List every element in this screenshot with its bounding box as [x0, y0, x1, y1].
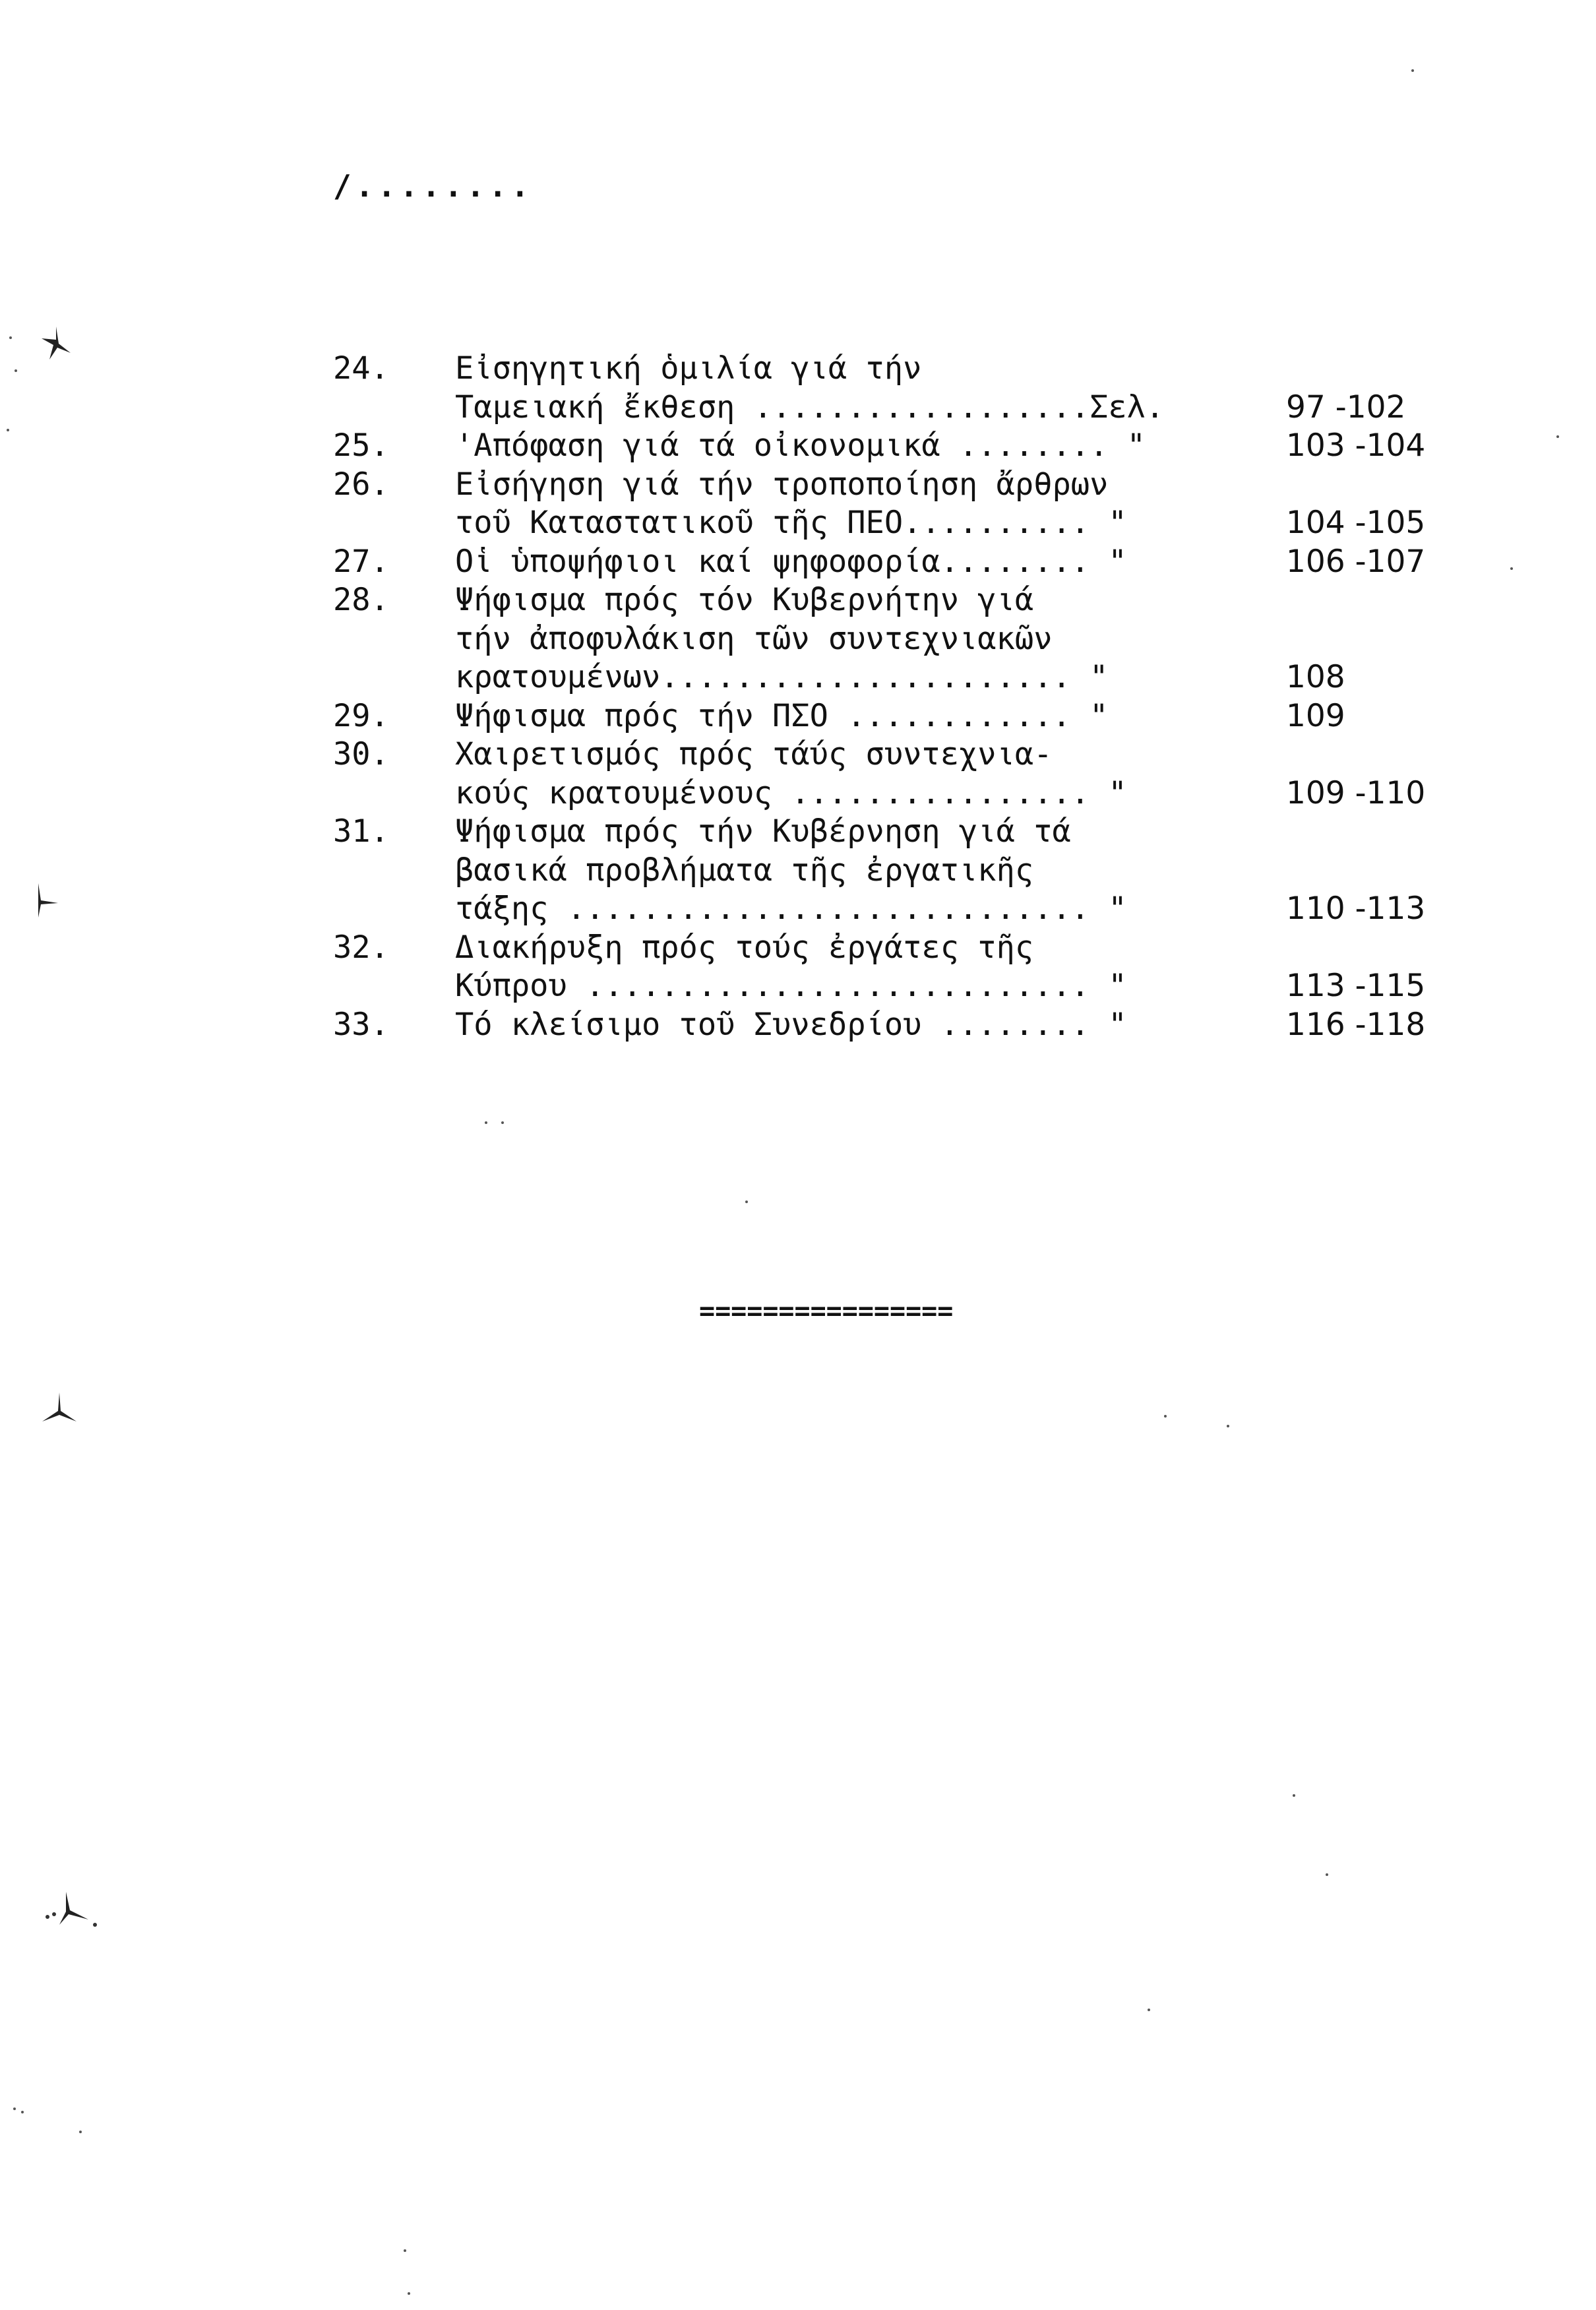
scan-speck — [1227, 1425, 1229, 1427]
entry-number: 29. — [333, 697, 389, 734]
entry-title-line: τάξης ............................ " — [455, 890, 1127, 927]
entry-number: 28. — [333, 582, 389, 618]
entry-title-line: κρατουμένων...................... " — [455, 659, 1109, 695]
entry-pages: 113 -115 — [1286, 968, 1426, 1004]
scan-speck — [501, 1121, 504, 1124]
toc-entry-27 — [333, 543, 1467, 582]
scan-artifact-mark — [36, 320, 76, 366]
entry-title-line: Οἱ ὑποψήφιοι καί ψηφοφορία........ " — [455, 543, 1127, 580]
entry-title-line: Τό κλείσιμο τοῦ Συνεδρίου ........ " — [455, 1006, 1127, 1043]
scan-speck — [21, 2111, 24, 2113]
scan-speck — [485, 1121, 487, 1124]
scan-artifact-mark — [40, 1389, 79, 1428]
scan-speck — [1164, 1415, 1167, 1418]
scan-speck — [1326, 1873, 1328, 1876]
entry-number: 27. — [333, 543, 389, 580]
entry-pages: 103 -104 — [1286, 427, 1426, 464]
entry-title-line: Κύπρου ........................... " — [455, 968, 1127, 1004]
toc-entry-32 — [333, 929, 1467, 1006]
entry-title-line: Ταμειακή ἔκθεση ..................Σελ. — [455, 389, 1165, 425]
entry-number: 32. — [333, 929, 389, 966]
entry-number: 25. — [333, 427, 389, 464]
toc-entry-25 — [333, 427, 1467, 466]
entry-number: 31. — [333, 813, 389, 850]
entry-title-line: τήν ἀποφυλάκιση τῶν συντεχνιακῶν — [455, 620, 1053, 657]
scan-speck — [745, 1201, 748, 1203]
entry-title-line: Χαιρετισμός πρός τάύς συντεχνια- — [455, 736, 1053, 772]
scan-speck — [1556, 435, 1559, 438]
entry-pages: 106 -107 — [1286, 543, 1426, 580]
entry-title-line: βασικά προβλήματα τῆς ἐργατικῆς — [455, 852, 1034, 889]
entry-number: 26. — [333, 466, 389, 503]
scan-artifact-mark — [32, 881, 65, 920]
toc-entry-24 — [333, 350, 1467, 427]
toc-entry-31 — [333, 813, 1467, 929]
continuation-marker: /........ — [333, 168, 534, 204]
scan-speck — [1293, 1794, 1295, 1797]
scan-artifact-mark — [40, 1887, 99, 1933]
toc-entry-26 — [333, 466, 1467, 543]
entry-pages: 116 -118 — [1286, 1006, 1426, 1043]
entry-title-line: Ψήφισμα πρός τήν ΠΣΟ ............ " — [455, 697, 1109, 734]
scan-speck — [15, 369, 17, 372]
scan-speck — [79, 2131, 82, 2133]
end-rule: ================ — [699, 1296, 954, 1327]
scan-speck — [1411, 69, 1414, 72]
entry-title-line: Εἰσηγητική ὁμιλία γιά τήν — [455, 350, 922, 387]
toc-entry-30 — [333, 735, 1467, 813]
entry-number: 30. — [333, 736, 389, 772]
scan-speck — [404, 2249, 406, 2252]
toc-entry-28 — [333, 581, 1467, 697]
entry-title-line: 'Απόφαση γιά τά οἰκονομικά ........ " — [455, 427, 1146, 464]
scan-speck — [9, 336, 12, 339]
entry-title-line: Ψήφισμα πρός τόν Κυβερνήτην γιά — [455, 582, 1034, 618]
entry-pages: 109 -110 — [1286, 774, 1426, 811]
scan-speck — [7, 429, 9, 431]
scan-speck — [1148, 2009, 1150, 2011]
entry-pages: 110 -113 — [1286, 890, 1426, 927]
toc-entry-33 — [333, 1006, 1467, 1045]
scan-speck — [408, 2292, 410, 2295]
scan-speck — [1510, 567, 1513, 570]
entry-title-line: κούς κρατουμένους ................ " — [455, 774, 1127, 811]
entry-title-line: Διακήρυξη πρός τούς ἐργάτες τῆς — [455, 929, 1034, 966]
entry-pages: 109 — [1286, 697, 1345, 734]
entry-pages: 104 -105 — [1286, 505, 1426, 541]
entry-number: 33. — [333, 1006, 389, 1043]
entry-pages: 108 — [1286, 659, 1345, 695]
entry-title-line: Εἰσήγηση γιά τήν τροποποίηση ἄρθρων — [455, 466, 1109, 503]
toc-entry-29 — [333, 697, 1467, 736]
scan-speck — [13, 2107, 16, 2110]
entry-pages: 97 -102 — [1286, 389, 1406, 425]
table-of-contents — [333, 350, 1467, 1044]
entry-title-line: Ψήφισμα πρός τήν Κυβέρνηση γιά τά — [455, 813, 1071, 850]
entry-title-line: τοῦ Καταστατικοῦ τῆς ΠΕΟ.......... " — [455, 505, 1127, 541]
entry-number: 24. — [333, 350, 389, 387]
